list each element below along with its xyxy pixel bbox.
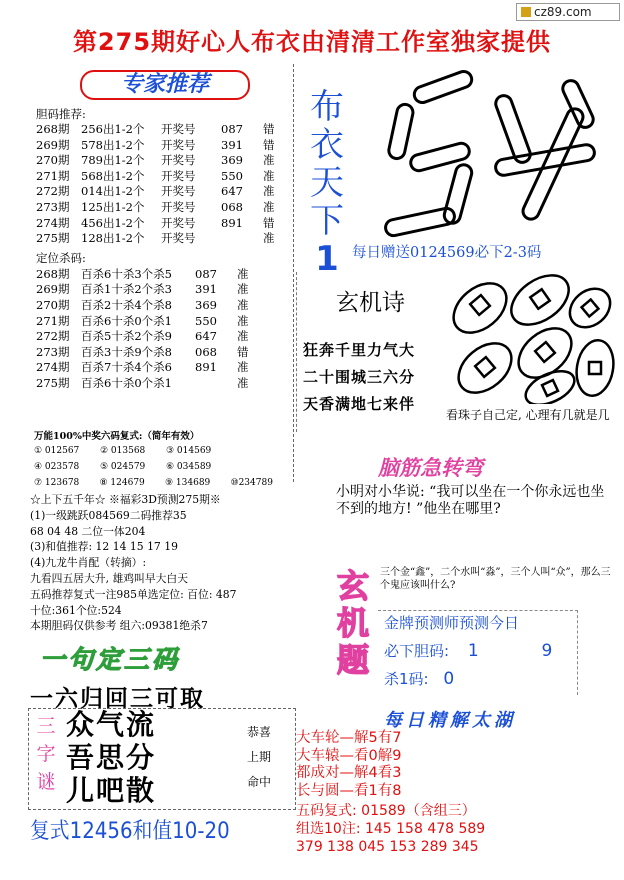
brain-heading: 脑筋急转弯 bbox=[378, 456, 483, 480]
yiju-heading: 一句定三码 bbox=[40, 645, 181, 674]
dan-row bbox=[36, 231, 292, 247]
gold-kill-label: 杀1码: bbox=[384, 670, 429, 688]
period: 271期 bbox=[36, 168, 70, 183]
open-label: 开奖号 bbox=[161, 122, 196, 136]
result: 准 bbox=[263, 199, 275, 214]
tip-line: 十位:361个位:524 bbox=[30, 603, 122, 617]
result: 准 bbox=[263, 231, 275, 246]
dan-code: 014出1-2个 bbox=[81, 184, 145, 199]
tip-line: (3)和值推荐: 12 14 15 17 19 bbox=[30, 540, 178, 554]
wan-combo: ⑥ 034589 bbox=[166, 462, 212, 472]
tip-line: 五码推荐复式一注985单选定位: 百位: 487 bbox=[30, 587, 237, 601]
taihu-zuxuan2: 379 138 045 153 289 345 bbox=[296, 839, 479, 855]
open-num: 068 bbox=[195, 344, 217, 359]
tip-line: 68 04 48 二位一体204 bbox=[30, 524, 146, 538]
poem-line: 狂奔千里力气大 bbox=[303, 341, 416, 359]
period: 269期 bbox=[36, 137, 70, 152]
coins-art bbox=[440, 268, 616, 404]
open-num bbox=[221, 231, 263, 247]
xuanji-panel bbox=[296, 272, 444, 432]
open-num: 087 bbox=[195, 266, 217, 281]
open-label: 开奖号 bbox=[161, 137, 196, 152]
open-label: 开奖号 bbox=[161, 153, 196, 168]
gold-kill-val: 0 bbox=[443, 669, 455, 689]
kill-row bbox=[36, 345, 292, 361]
sanzi-char: 谜 bbox=[36, 771, 56, 793]
kill-code: 百杀7十杀4个杀6 bbox=[81, 360, 172, 375]
wan-combo: ⑤ 024579 bbox=[100, 462, 146, 472]
wan-combo: ⑨ 134689 bbox=[165, 478, 211, 488]
dan-row bbox=[36, 122, 292, 138]
wan-combo: ⑦ 123678 bbox=[34, 478, 80, 488]
result: 错 bbox=[237, 344, 249, 359]
gold-dan-label: 必下胆码: bbox=[384, 642, 450, 660]
wan-row bbox=[34, 459, 296, 475]
dan-code: 568出1-2个 bbox=[81, 168, 145, 183]
wan-row bbox=[34, 443, 296, 459]
site-logo-icon bbox=[521, 7, 531, 17]
xuanji-title bbox=[333, 568, 373, 679]
kill-row bbox=[36, 267, 292, 283]
sanzi-chars bbox=[30, 712, 62, 796]
result: 准 bbox=[237, 329, 249, 344]
dan-section bbox=[36, 106, 292, 392]
taihu-wuma: 五码复式: 01589（含组三） bbox=[296, 803, 476, 819]
dan-code: 789出1-2个 bbox=[81, 153, 145, 168]
congrats-line: 命中 bbox=[246, 775, 271, 789]
wan-combo: ⑩234789 bbox=[230, 478, 273, 488]
taihu-line: 长与圆—看1有8 bbox=[296, 782, 402, 799]
gold-title: 金牌预测师预测今日 bbox=[384, 614, 520, 632]
sanzi-char: 三 bbox=[36, 715, 56, 737]
period: 269期 bbox=[36, 282, 70, 297]
dan-row bbox=[36, 138, 292, 154]
buyi-char: 下 bbox=[310, 201, 344, 241]
dan-row bbox=[36, 216, 292, 232]
wan-combo: ④ 023578 bbox=[34, 462, 80, 472]
xuanji-lines bbox=[297, 337, 444, 418]
open-num: 087 bbox=[221, 122, 243, 136]
result: 准 bbox=[263, 153, 275, 168]
open-label: 开奖号 bbox=[161, 215, 196, 230]
yiju-phrase: 一六归回三可取 bbox=[30, 686, 205, 712]
site-badge-text: cz89.com bbox=[534, 5, 592, 19]
xuanji-title-char: 玄 bbox=[336, 567, 369, 605]
kill-rows bbox=[36, 267, 292, 392]
buyi-char: 天 bbox=[310, 163, 344, 203]
result: 错 bbox=[263, 122, 275, 136]
open-num: 391 bbox=[195, 282, 217, 297]
congrats-line: 上期 bbox=[246, 750, 271, 764]
xuanji-note: 看珠子自己定, 心理有几就是几 bbox=[446, 408, 610, 422]
dan-rows bbox=[36, 122, 292, 247]
wan-combo: ⑧ 124679 bbox=[99, 478, 145, 488]
open-num: 550 bbox=[221, 168, 243, 183]
period: 273期 bbox=[36, 344, 70, 359]
dan-row bbox=[36, 153, 292, 169]
site-badge[interactable] bbox=[516, 3, 620, 21]
wan-label: 万能100%中奖六码复式:（简年有效） bbox=[34, 431, 200, 442]
dan-code: 128出1-2个 bbox=[81, 231, 145, 246]
taihu-line: 大车辕—看0解9 bbox=[296, 747, 402, 764]
expert-heading bbox=[80, 70, 250, 100]
gold-kill bbox=[384, 668, 584, 689]
poem-line: 天香满地七来伴 bbox=[303, 395, 416, 413]
tip-line: ☆上下五千年☆ ※福彩3D预测275期※ bbox=[30, 493, 221, 506]
tips-section bbox=[30, 492, 300, 634]
svg-text:5 4: 5 4 bbox=[415, 92, 417, 93]
kill-code: 百杀6十杀3个杀5 bbox=[81, 266, 172, 281]
open-label: 开奖号 bbox=[161, 184, 196, 199]
dan-code: 256出1-2个 bbox=[81, 122, 145, 136]
xuanji-title-char: 机 bbox=[336, 604, 369, 642]
kill-code: 百杀5十杀2个杀9 bbox=[81, 329, 172, 344]
period: 275期 bbox=[36, 231, 70, 246]
open-num: 550 bbox=[195, 313, 217, 328]
result: 准 bbox=[237, 297, 249, 312]
period: 272期 bbox=[36, 184, 70, 199]
open-num: 647 bbox=[221, 184, 243, 199]
taihu-heading: 每日精解太湖 bbox=[384, 710, 516, 731]
tips-lines bbox=[30, 492, 300, 634]
wan-combo: ② 013568 bbox=[100, 446, 146, 456]
big-digits bbox=[355, 64, 620, 239]
buyi-vertical bbox=[305, 88, 349, 278]
page-title: 第275期好心人布衣由清清工作室独家提供 bbox=[72, 28, 552, 56]
sanzi-word: 儿吧散 bbox=[66, 774, 157, 807]
open-num: 647 bbox=[195, 329, 217, 344]
kill-code: 百杀6十杀0个杀1 bbox=[81, 375, 172, 390]
daily-gift: 每日赠送0124569必下2-3码 bbox=[352, 245, 542, 261]
wan-row bbox=[34, 475, 296, 491]
kill-row bbox=[36, 329, 292, 345]
open-label: 开奖号 bbox=[161, 168, 196, 183]
open-label: 开奖号 bbox=[161, 231, 196, 246]
taihu-line: 都成对—解4看3 bbox=[296, 765, 402, 781]
open-num: 891 bbox=[195, 360, 217, 375]
gold-dan-2: 9 bbox=[541, 641, 553, 661]
wan-section bbox=[34, 430, 296, 491]
period: 268期 bbox=[36, 122, 70, 136]
brain-question: 小明对小华说: “我可以坐在一个你永远也坐不到的地方! ”他坐在哪里? bbox=[336, 484, 605, 517]
dan-code: 456出1-2个 bbox=[81, 215, 145, 230]
buyi-number: 1 bbox=[315, 239, 339, 279]
dan-code: 578出1-2个 bbox=[81, 137, 145, 152]
result: 准 bbox=[237, 360, 249, 375]
sanzi-char: 字 bbox=[36, 743, 56, 765]
period: 273期 bbox=[36, 199, 70, 214]
big-digits-art bbox=[355, 64, 620, 239]
result: 准 bbox=[237, 313, 249, 328]
open-num: 891 bbox=[221, 215, 243, 230]
buyi-char: 衣 bbox=[310, 125, 344, 165]
expert-heading-text: 专家推荐 bbox=[120, 72, 209, 97]
tip-line: 本期胆码仅供参考 组六:09381绝杀7 bbox=[30, 619, 208, 633]
kill-label: 定位杀码: bbox=[36, 250, 86, 265]
kill-row bbox=[36, 360, 292, 376]
result: 准 bbox=[237, 266, 249, 281]
kill-code: 百杀1十杀2个杀3 bbox=[81, 282, 172, 297]
xuanji-title-char: 题 bbox=[336, 641, 369, 679]
xuanji-heading: 玄机诗 bbox=[336, 290, 405, 316]
dan-code: 125出1-2个 bbox=[81, 199, 145, 214]
gold-dan bbox=[384, 640, 584, 661]
dan-row bbox=[36, 200, 292, 216]
period: 274期 bbox=[36, 215, 70, 230]
period: 274期 bbox=[36, 360, 70, 375]
result: 准 bbox=[263, 184, 275, 199]
dan-row bbox=[36, 184, 292, 200]
open-num: 369 bbox=[221, 153, 243, 168]
kill-row bbox=[36, 298, 292, 314]
result: 准 bbox=[263, 168, 275, 183]
period: 270期 bbox=[36, 153, 70, 168]
sanzi-word: 众气流 bbox=[66, 708, 157, 741]
kill-code: 百杀2十杀4个杀8 bbox=[81, 297, 172, 312]
kill-row bbox=[36, 314, 292, 330]
result: 准 bbox=[237, 282, 249, 297]
wan-combo: ① 012567 bbox=[34, 446, 80, 456]
sanzi-congrats bbox=[234, 720, 284, 795]
tip-line: (4)九龙牛肖配（转摘）: bbox=[30, 556, 147, 570]
sanzi-words bbox=[66, 708, 226, 807]
wan-rows bbox=[34, 443, 296, 491]
period: 268期 bbox=[36, 266, 70, 281]
taihu-line: 大车轮—解5有7 bbox=[296, 730, 402, 746]
open-num: 068 bbox=[221, 199, 243, 214]
period: 270期 bbox=[36, 297, 70, 312]
kill-row bbox=[36, 282, 292, 298]
taihu-zuxuan: 组选10注: 145 158 478 589 bbox=[296, 821, 486, 837]
dan-row bbox=[36, 169, 292, 185]
wan-combo: ③ 014569 bbox=[166, 446, 212, 456]
open-label: 开奖号 bbox=[161, 199, 196, 214]
coins-drawing bbox=[440, 268, 616, 404]
open-num: 391 bbox=[221, 137, 243, 152]
poem-line: 二十围城三六分 bbox=[303, 368, 416, 386]
congrats-line: 恭喜 bbox=[246, 725, 271, 739]
kill-code: 百杀3十杀9个杀8 bbox=[81, 344, 172, 359]
kill-code: 百杀6十杀0个杀1 bbox=[81, 313, 172, 328]
tip-line: (1)一级跳跃084569二码推荐35 bbox=[30, 508, 187, 522]
kill-row bbox=[36, 376, 292, 392]
result: 错 bbox=[263, 137, 275, 152]
dan-label: 胆码推荐: bbox=[36, 107, 86, 121]
period: 271期 bbox=[36, 313, 70, 328]
buyi-char: 布 bbox=[310, 87, 344, 127]
period: 275期 bbox=[36, 375, 70, 390]
xuanji-riddle: 三个金“鑫”，二个水叫“淼”，三个人叫“众”，那么三个鬼应该叫什么? bbox=[380, 567, 611, 591]
open-num: 369 bbox=[195, 297, 217, 312]
fushi: 复式12456和值10-20 bbox=[30, 819, 230, 844]
result: 错 bbox=[263, 215, 275, 230]
open-num bbox=[195, 376, 237, 392]
result: 准 bbox=[237, 375, 249, 390]
gold-dan-1: 1 bbox=[467, 641, 479, 661]
sanzi-word: 吾思分 bbox=[66, 741, 157, 774]
tip-line: 九看四五居大升, 雄鸡叫早大白天 bbox=[30, 571, 189, 585]
taihu-lines bbox=[296, 730, 496, 800]
period: 272期 bbox=[36, 329, 70, 344]
